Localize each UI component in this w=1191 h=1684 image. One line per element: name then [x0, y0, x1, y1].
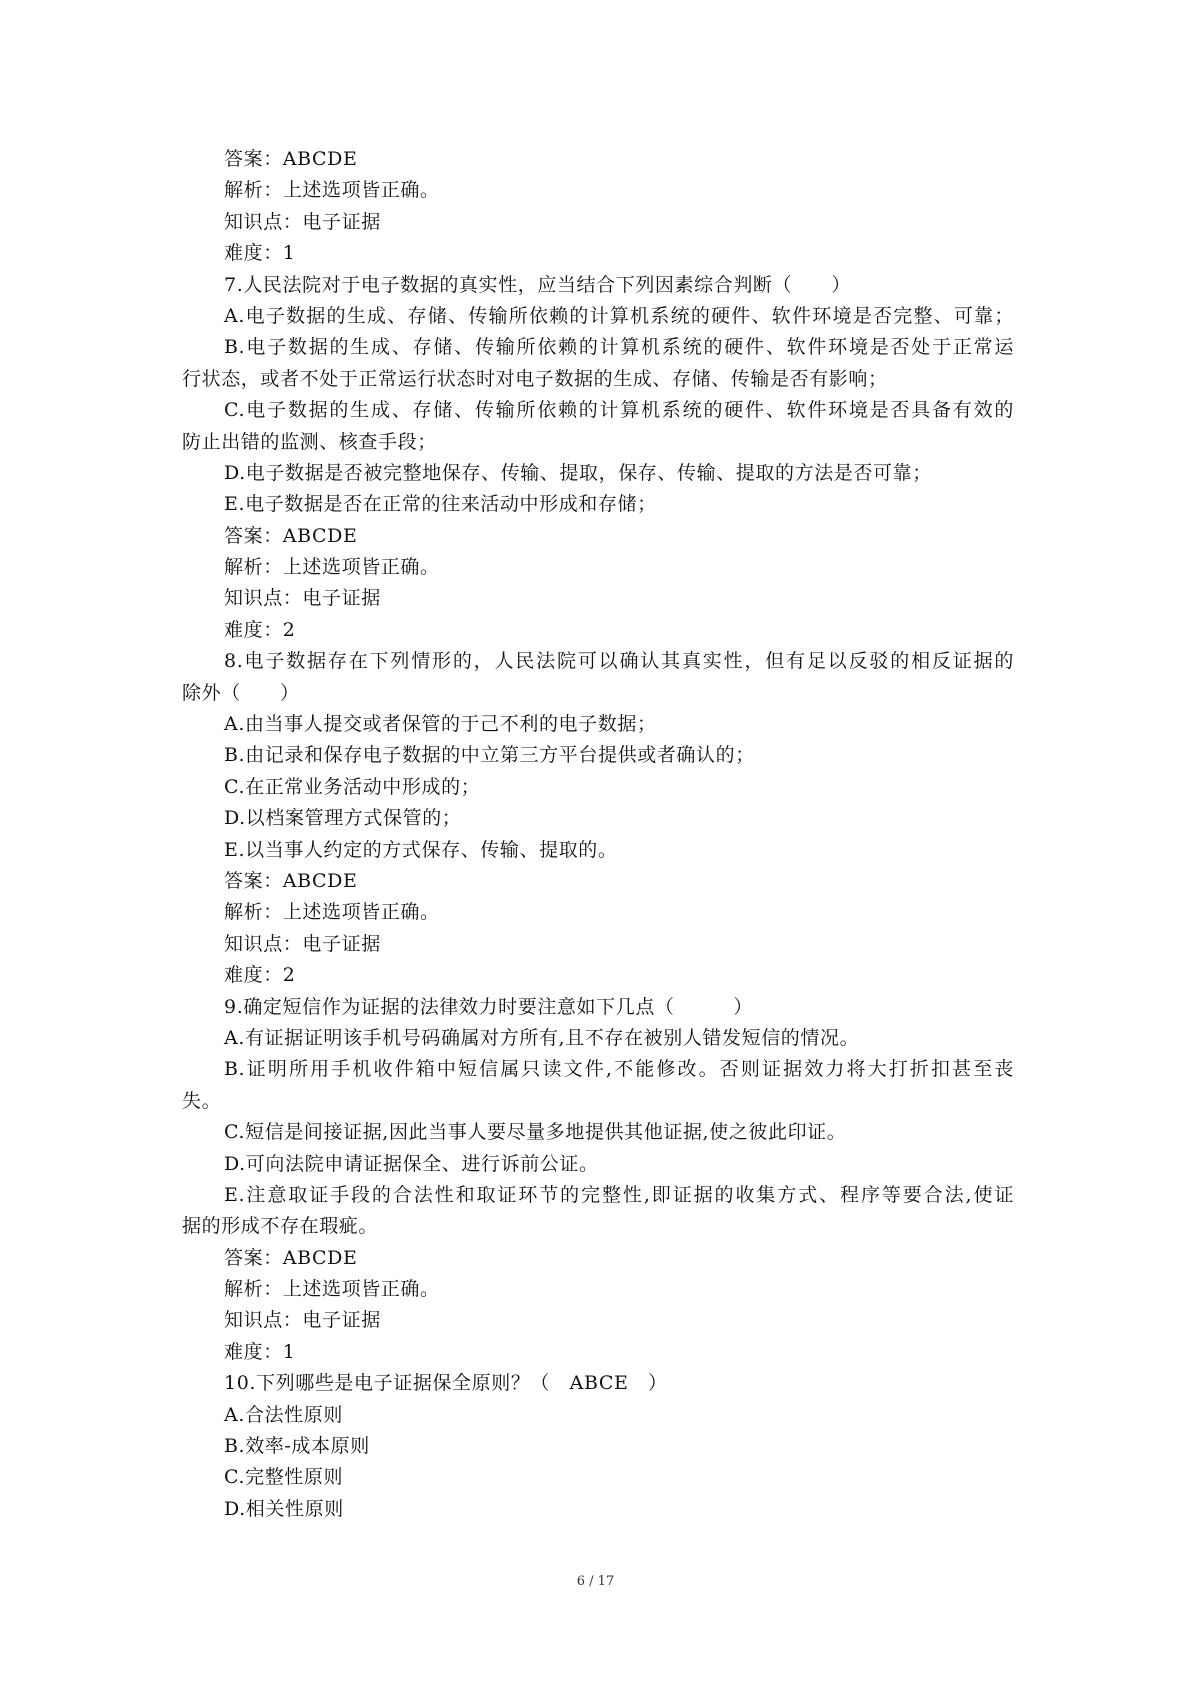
text-line: D.可向法院申请证据保全、进行诉前公证。 [224, 1152, 599, 1175]
text-line: A.合法性原则 [224, 1403, 343, 1426]
text-line: 7.人民法院对于电子数据的真实性，应当结合下列因素综合判断（ ） [224, 273, 851, 296]
text-line: 解析：上述选项皆正确。 [224, 179, 440, 202]
text-line: 答案：ABCDE [224, 148, 358, 170]
text-line: A.由当事人提交或者保管的于己不利的电子数据； [224, 713, 657, 736]
text-line: 答案：ABCDE [224, 869, 358, 892]
document-body [182, 144, 1014, 1525]
text-line: C.短信是间接证据,因此当事人要尽量多地提供其他证据,使之彼此印证。 [224, 1121, 847, 1144]
text-line: B.证明所用手机收件箱中短信属只读文件,不能修改。否则证据效力将大打折扣甚至丧 [224, 1058, 1014, 1081]
text-line: 10.下列哪些是电子证据保全原则？（ ABCE ） [224, 1372, 668, 1395]
text-line: C.完整性原则 [224, 1466, 344, 1489]
text-line: 知识点：电子证据 [224, 1309, 381, 1332]
text-line: D.电子数据是否被完整地保存、传输、提取，保存、传输、提取的方法是否可靠； [224, 461, 932, 484]
text-line: 答案：ABCDE [224, 524, 358, 547]
text-line: 知识点：电子证据 [224, 932, 381, 955]
text-line: 知识点：电子证据 [224, 587, 381, 610]
text-line: 难度：1 [224, 1340, 296, 1363]
text-line: D.以档案管理方式保管的； [224, 807, 462, 830]
text-line: C.电子数据的生成、存储、传输所依赖的计算机系统的硬件、软件环境是否具备有效的 [224, 399, 1014, 422]
text-line: 8.电子数据存在下列情形的，人民法院可以确认其真实性，但有足以反驳的相反证据的 [224, 650, 1014, 673]
text-line: 解析：上述选项皆正确。 [224, 901, 440, 924]
text-line: B.由记录和保存电子数据的中立第三方平台提供或者确认的； [224, 744, 755, 767]
text-line: 解析：上述选项皆正确。 [224, 556, 440, 579]
text-line: 据的形成不存在瑕疵。 [182, 1215, 379, 1238]
text-line: 9.确定短信作为证据的法律效力时要注意如下几点（ ） [224, 995, 753, 1018]
text-line: E.注意取证手段的合法性和取证环节的完整性,即证据的收集方式、程序等要合法,使证 [224, 1183, 1014, 1206]
text-line: 难度：2 [224, 964, 296, 987]
text-line: B.电子数据的生成、存储、传输所依赖的计算机系统的硬件、软件环境是否处于正常运 [224, 336, 1014, 359]
text-line: 失。 [182, 1089, 222, 1112]
text-line: 除外（ ） [182, 681, 300, 704]
text-line: E.电子数据是否在正常的往来活动中形成和存储； [224, 493, 657, 516]
text-line: 行状态，或者不处于正常运行状态时对电子数据的生成、存储、传输是否有影响； [182, 367, 888, 390]
text-line: B.效率-成本原则 [224, 1435, 370, 1458]
text-line: E.以当事人约定的方式保存、传输、提取的。 [224, 838, 618, 861]
text-line: 知识点：电子证据 [224, 210, 381, 233]
text-line: 难度：2 [224, 618, 296, 641]
text-line: A.电子数据的生成、存储、传输所依赖的计算机系统的硬件、软件环境是否完整、可靠； [224, 304, 1014, 327]
text-line: 防止出错的监测、核查手段； [182, 430, 437, 453]
text-line: D.相关性原则 [224, 1497, 344, 1520]
page-number: 6 / 17 [576, 1574, 615, 1589]
text-line: C.在正常业务活动中形成的； [224, 775, 481, 798]
text-line: 答案：ABCDE [224, 1246, 358, 1269]
text-line: 难度：1 [224, 242, 296, 265]
text-line: A.有证据证明该手机号码确属对方所有,且不存在被别人错发短信的情况。 [224, 1026, 860, 1049]
text-line: 解析：上述选项皆正确。 [224, 1278, 440, 1301]
